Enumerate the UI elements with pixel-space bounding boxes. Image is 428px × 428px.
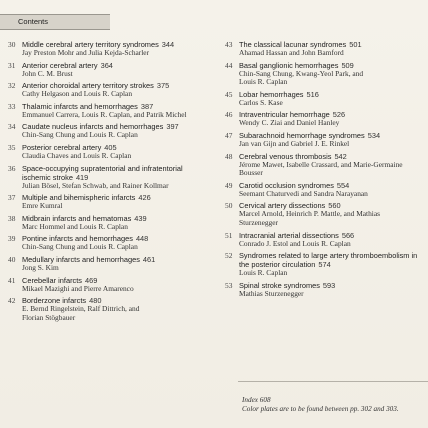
chapter-title: Posterior cerebral artery — [22, 142, 102, 152]
chapter-number: 46 — [225, 110, 233, 120]
chapter-authors: Mikael Mazighi and Pierre Amarenco — [22, 283, 134, 293]
chapter-number: 45 — [225, 89, 233, 99]
chapter-number: 48 — [225, 151, 233, 161]
chapter-authors: Florian Stögbauer — [22, 312, 76, 322]
chapter-authors: Marc Hommel and Louis R. Caplan — [22, 221, 128, 231]
chapter-title: Multiple and bihemispheric infarcts — [22, 193, 136, 203]
chapter-authors: Jérome Mawet, Isabelle Crassard, and Marie-Germaine — [239, 159, 403, 169]
chapter-page-number: 375 — [156, 81, 170, 91]
chapter-title: Intraventricular hemorrhage — [239, 110, 330, 120]
left-column — [8, 40, 213, 325]
chapter-authors: Ahamad Hassan and John Bamford — [239, 48, 344, 57]
chapter-authors: Cathy Helgason and Louis R. Caplan — [22, 89, 133, 99]
toc-entry — [8, 164, 213, 191]
chapter-title: The classical lacunar syndromes — [239, 40, 347, 49]
chapter-title: Middle cerebral artery territory syndromes — [22, 40, 159, 49]
chapter-authors: Sturzenegger — [239, 217, 278, 227]
chapter-page-number: 426 — [138, 193, 151, 203]
chapter-authors: Chin-Sang Chung and Louis R. Caplan — [22, 130, 138, 140]
right-column — [225, 40, 425, 301]
chapter-number: 42 — [8, 296, 16, 306]
toc-entry — [225, 110, 425, 128]
toc-entry — [8, 276, 213, 294]
chapter-number: 50 — [225, 201, 233, 211]
toc-entry — [225, 90, 425, 108]
chapter-page-number: 554 — [336, 180, 350, 190]
chapter-authors: Emre Kumral — [22, 201, 63, 211]
chapter-number: 31 — [8, 60, 16, 70]
chapter-title: Space-occupying supratentorial and infratentorial ischemic stroke — [22, 163, 183, 182]
chapter-authors: John C. M. Brust — [22, 68, 73, 78]
chapter-title: Cerebral venous thrombosis — [239, 151, 332, 161]
chapter-authors: Jay Preston Mohr and Julia Kejda-Scharler — [22, 48, 150, 57]
chapter-number: 40 — [8, 254, 16, 264]
chapter-number: 37 — [8, 193, 16, 203]
chapter-page-number: 574 — [318, 260, 331, 270]
chapter-number: 47 — [225, 130, 233, 140]
contents-tab — [0, 14, 110, 30]
chapter-page-number: 419 — [75, 172, 89, 182]
chapter-title: Thalamic infarcts and hemorrhages — [22, 101, 138, 111]
toc-entry — [8, 61, 213, 79]
chapter-authors: Chin-Sang Chung, Kwang-Yeol Park, and — [239, 68, 364, 78]
chapter-title: Syndromes related to large artery thromboembolism in the posterior circulation — [239, 251, 418, 270]
chapter-number: 35 — [8, 142, 16, 152]
chapter-page-number: 439 — [134, 213, 147, 223]
contents-tab-label: Contents — [18, 17, 49, 26]
chapter-page-number: 560 — [328, 201, 341, 211]
footer — [242, 396, 428, 414]
chapter-authors: Chin-Sang Chung and Louis R. Caplan — [22, 242, 138, 252]
chapter-title: Borderzone infarcts — [22, 296, 87, 306]
chapter-authors: Carlos S. Kase — [239, 97, 283, 107]
toc-entry — [8, 122, 213, 140]
chapter-title: Anterior choroidal artery territory strokes — [22, 81, 154, 91]
color-plates-note: Color plates are to be found between pp. 302 and 303. — [242, 405, 399, 413]
chapter-title: Midbrain infarcts and hematomas — [22, 213, 132, 223]
chapter-authors: Claudia Chaves and Louis R. Caplan — [22, 150, 132, 160]
chapter-page-number: 480 — [89, 296, 102, 306]
chapter-page-number: 501 — [349, 40, 362, 49]
chapter-title: Pontine infarcts and hemorrhages — [22, 234, 133, 244]
footer-divider — [238, 381, 428, 382]
chapter-title: Carotid occlusion syndromes — [239, 180, 334, 190]
chapter-number: 52 — [225, 251, 233, 261]
chapter-page-number: 448 — [135, 234, 149, 244]
toc-entry — [8, 40, 213, 58]
chapter-title: Cervical artery dissections — [239, 201, 326, 211]
chapter-authors: Seemant Chaturvedi and Sandra Narayanan — [239, 188, 368, 198]
chapter-page-number: 405 — [104, 142, 117, 152]
toc-entry — [225, 281, 425, 299]
chapter-authors: Jan van Gijn and Gabriel J. E. Rinkel — [239, 138, 350, 148]
chapter-authors: Louis R. Caplan — [239, 77, 288, 87]
chapter-number: 51 — [225, 230, 233, 240]
chapter-number: 41 — [8, 275, 16, 285]
chapter-authors: Mathias Sturzenegger — [239, 288, 304, 298]
toc-entry — [225, 131, 425, 149]
chapter-page-number: 534 — [367, 130, 381, 140]
chapter-title: Caudate nucleus infarcts and hemorrhages — [22, 122, 164, 132]
toc-entry — [8, 234, 213, 252]
chapter-page-number: 526 — [332, 110, 346, 120]
chapter-page-number: 516 — [306, 89, 319, 99]
toc-entry — [225, 201, 425, 227]
chapter-title: Spinal stroke syndromes — [239, 280, 320, 290]
toc-entry — [225, 40, 425, 58]
chapter-number: 39 — [8, 234, 16, 244]
chapter-authors: E. Bernd Ringelstein, Ralf Dittrich, and — [22, 304, 140, 314]
toc-entry — [8, 143, 213, 161]
chapter-authors: Marcel Arnold, Heinrich P. Mattle, and Mathias — [239, 209, 381, 219]
chapter-page-number: 344 — [161, 40, 175, 49]
chapter-title: Anterior cerebral artery — [22, 60, 98, 70]
chapter-page-number: 593 — [322, 280, 336, 290]
chapter-page-number: 566 — [341, 230, 355, 240]
toc-entry — [8, 81, 213, 99]
toc-entry — [225, 61, 425, 87]
chapter-number: 34 — [8, 122, 16, 132]
chapter-authors: Conrado J. Estol and Louis R. Caplan — [239, 238, 351, 248]
toc-entry — [8, 193, 213, 211]
chapter-number: 49 — [225, 180, 233, 190]
chapter-number: 30 — [8, 40, 16, 49]
chapter-authors: Bousser — [239, 168, 263, 178]
chapter-number: 36 — [8, 163, 16, 173]
toc-entry — [225, 152, 425, 178]
chapter-authors: Julian Bösel, Stefan Schwab, and Rainer Kollmar — [22, 180, 169, 190]
toc-entry — [225, 251, 425, 278]
index-line: Index 608 — [242, 396, 271, 404]
chapter-page-number: 469 — [84, 275, 98, 285]
chapter-page-number: 461 — [142, 254, 156, 264]
chapter-page-number: 397 — [166, 122, 179, 132]
chapter-title-line — [22, 164, 213, 182]
chapter-authors: Louis R. Caplan — [239, 268, 288, 278]
chapter-title: Subarachnoid hemorrhage syndromes — [239, 130, 365, 140]
chapter-number: 44 — [225, 60, 233, 70]
chapter-page-number: 542 — [334, 151, 347, 161]
toc-entry — [225, 231, 425, 249]
toc-entry — [8, 255, 213, 273]
chapter-authors: Jong S. Kim — [22, 262, 59, 272]
chapter-number: 32 — [8, 81, 16, 91]
chapter-number: 43 — [225, 40, 233, 49]
chapter-number: 53 — [225, 280, 233, 290]
chapter-title: Lobar hemorrhages — [239, 89, 304, 99]
chapter-authors: Wendy C. Ziai and Daniel Hanley — [239, 118, 340, 128]
toc-entry — [225, 181, 425, 199]
chapter-number: 33 — [8, 101, 16, 111]
chapter-page-number: 364 — [100, 60, 113, 70]
chapter-number: 38 — [8, 213, 16, 223]
toc-entry — [8, 214, 213, 232]
chapter-page-number: 387 — [140, 101, 154, 111]
chapter-page-number: 509 — [341, 60, 354, 70]
chapter-title-line — [239, 251, 425, 269]
chapter-title: Basal ganglionic hemorrhages — [239, 60, 339, 70]
toc-entry — [8, 296, 213, 322]
toc-entry — [8, 102, 213, 120]
chapter-authors: Emmanuel Carrera, Louis R. Caplan, and Patrik Michel — [22, 109, 187, 119]
chapter-title: Intracranial arterial dissections — [239, 230, 339, 240]
chapter-title: Cerebellar infarcts — [22, 275, 82, 285]
chapter-title: Medullary infarcts and hemorrhages — [22, 254, 140, 264]
